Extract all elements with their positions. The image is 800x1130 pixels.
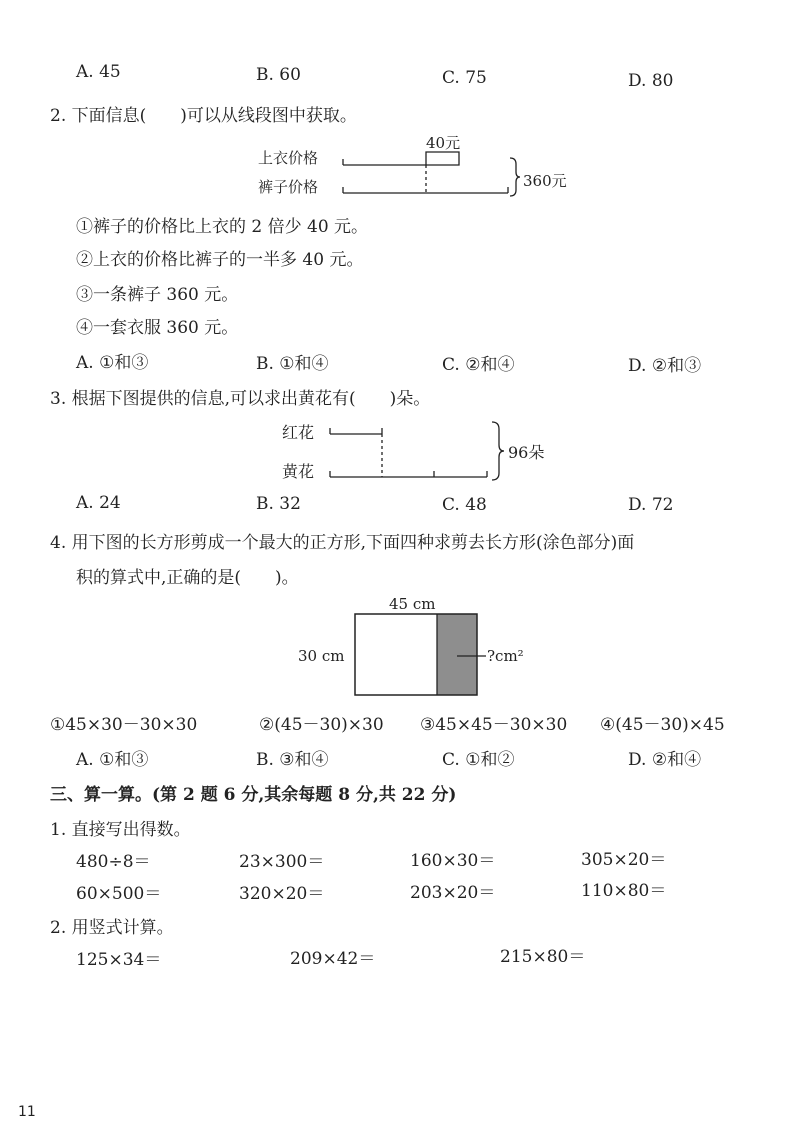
- q4-width-label: 45 cm: [389, 595, 436, 613]
- vertical-calc-item: 215×80＝: [500, 947, 586, 967]
- q4-option-d: D. ②和④: [628, 750, 702, 770]
- calc-item: 160×30＝: [410, 851, 496, 871]
- q2-statement-4: ④一套衣服 360 元。: [76, 318, 239, 338]
- q3-red-label: 红花: [282, 423, 315, 442]
- q4-option-c: C. ①和②: [442, 750, 515, 770]
- q3-option-a: A. 24: [76, 493, 121, 513]
- q3-total-label: 96朵: [508, 443, 545, 462]
- calc-item: 305×20＝: [581, 850, 667, 870]
- q2-option-b: B. ①和④: [256, 354, 329, 374]
- q2-diff-label: 40元: [426, 134, 461, 152]
- q3-option-c: C. 48: [442, 495, 487, 515]
- section3-heading: 三、算一算。(第 2 题 6 分,其余每题 8 分,共 22 分): [50, 785, 457, 805]
- q4-option-a: A. ①和③: [76, 750, 149, 770]
- q4-formula-4: ④(45－30)×45: [600, 715, 725, 735]
- q4-formula-2: ②(45－30)×30: [259, 715, 384, 735]
- q3-yellow-label: 黄花: [282, 462, 315, 481]
- vertical-calc-item: 125×34＝: [76, 950, 162, 970]
- section3-problem1-title: 1. 直接写出得数。: [50, 820, 191, 840]
- vertical-calc-item: 209×42＝: [290, 949, 376, 969]
- section3-problem2-title: 2. 用竖式计算。: [50, 918, 174, 938]
- page-number: 11: [18, 1104, 36, 1120]
- q2-pants-label: 裤子价格: [258, 178, 319, 196]
- calc-item: 60×500＝: [76, 884, 162, 904]
- q4-shaded-rectangle: [437, 614, 477, 695]
- q1-option-b: B. 60: [256, 65, 301, 85]
- q4-option-b: B. ③和④: [256, 750, 329, 770]
- q2-stem: 2. 下面信息( )可以从线段图中获取。: [50, 106, 357, 126]
- q2-statement-3: ③一条裤子 360 元。: [76, 285, 239, 305]
- q4-stem-line1: 4. 用下图的长方形剪成一个最大的正方形,下面四种求剪去长方形(涂色部分)面: [50, 533, 635, 553]
- calc-item: 320×20＝: [239, 884, 325, 904]
- q2-option-a: A. ①和③: [76, 353, 149, 373]
- q2-statement-1: ①裤子的价格比上衣的 2 倍少 40 元。: [76, 217, 369, 237]
- calc-item: 480÷8＝: [76, 852, 151, 872]
- calc-item: 203×20＝: [410, 883, 496, 903]
- q4-formula-1: ①45×30－30×30: [50, 715, 198, 735]
- q4-stem-line2: 积的算式中,正确的是( )。: [76, 568, 299, 588]
- q3-stem: 3. 根据下图提供的信息,可以求出黄花有( )朵。: [50, 389, 431, 409]
- q2-option-d: D. ②和③: [628, 356, 702, 376]
- q3-option-b: B. 32: [256, 494, 301, 514]
- q2-shirt-label: 上衣价格: [258, 149, 319, 167]
- q1-option-a: A. 45: [76, 62, 121, 82]
- q4-height-label: 30 cm: [298, 647, 345, 665]
- q4-area-label: ?cm²: [487, 647, 524, 665]
- calc-item: 23×300＝: [239, 852, 325, 872]
- q1-option-d: D. 80: [628, 71, 674, 91]
- q2-total-label: 360元: [523, 172, 567, 190]
- q2-statement-2: ②上衣的价格比裤子的一半多 40 元。: [76, 250, 364, 270]
- q1-option-c: C. 75: [442, 68, 487, 88]
- q2-option-c: C. ②和④: [442, 355, 515, 375]
- calc-item: 110×80＝: [581, 881, 667, 901]
- q3-option-d: D. 72: [628, 495, 674, 515]
- q4-formula-3: ③45×45－30×30: [420, 715, 568, 735]
